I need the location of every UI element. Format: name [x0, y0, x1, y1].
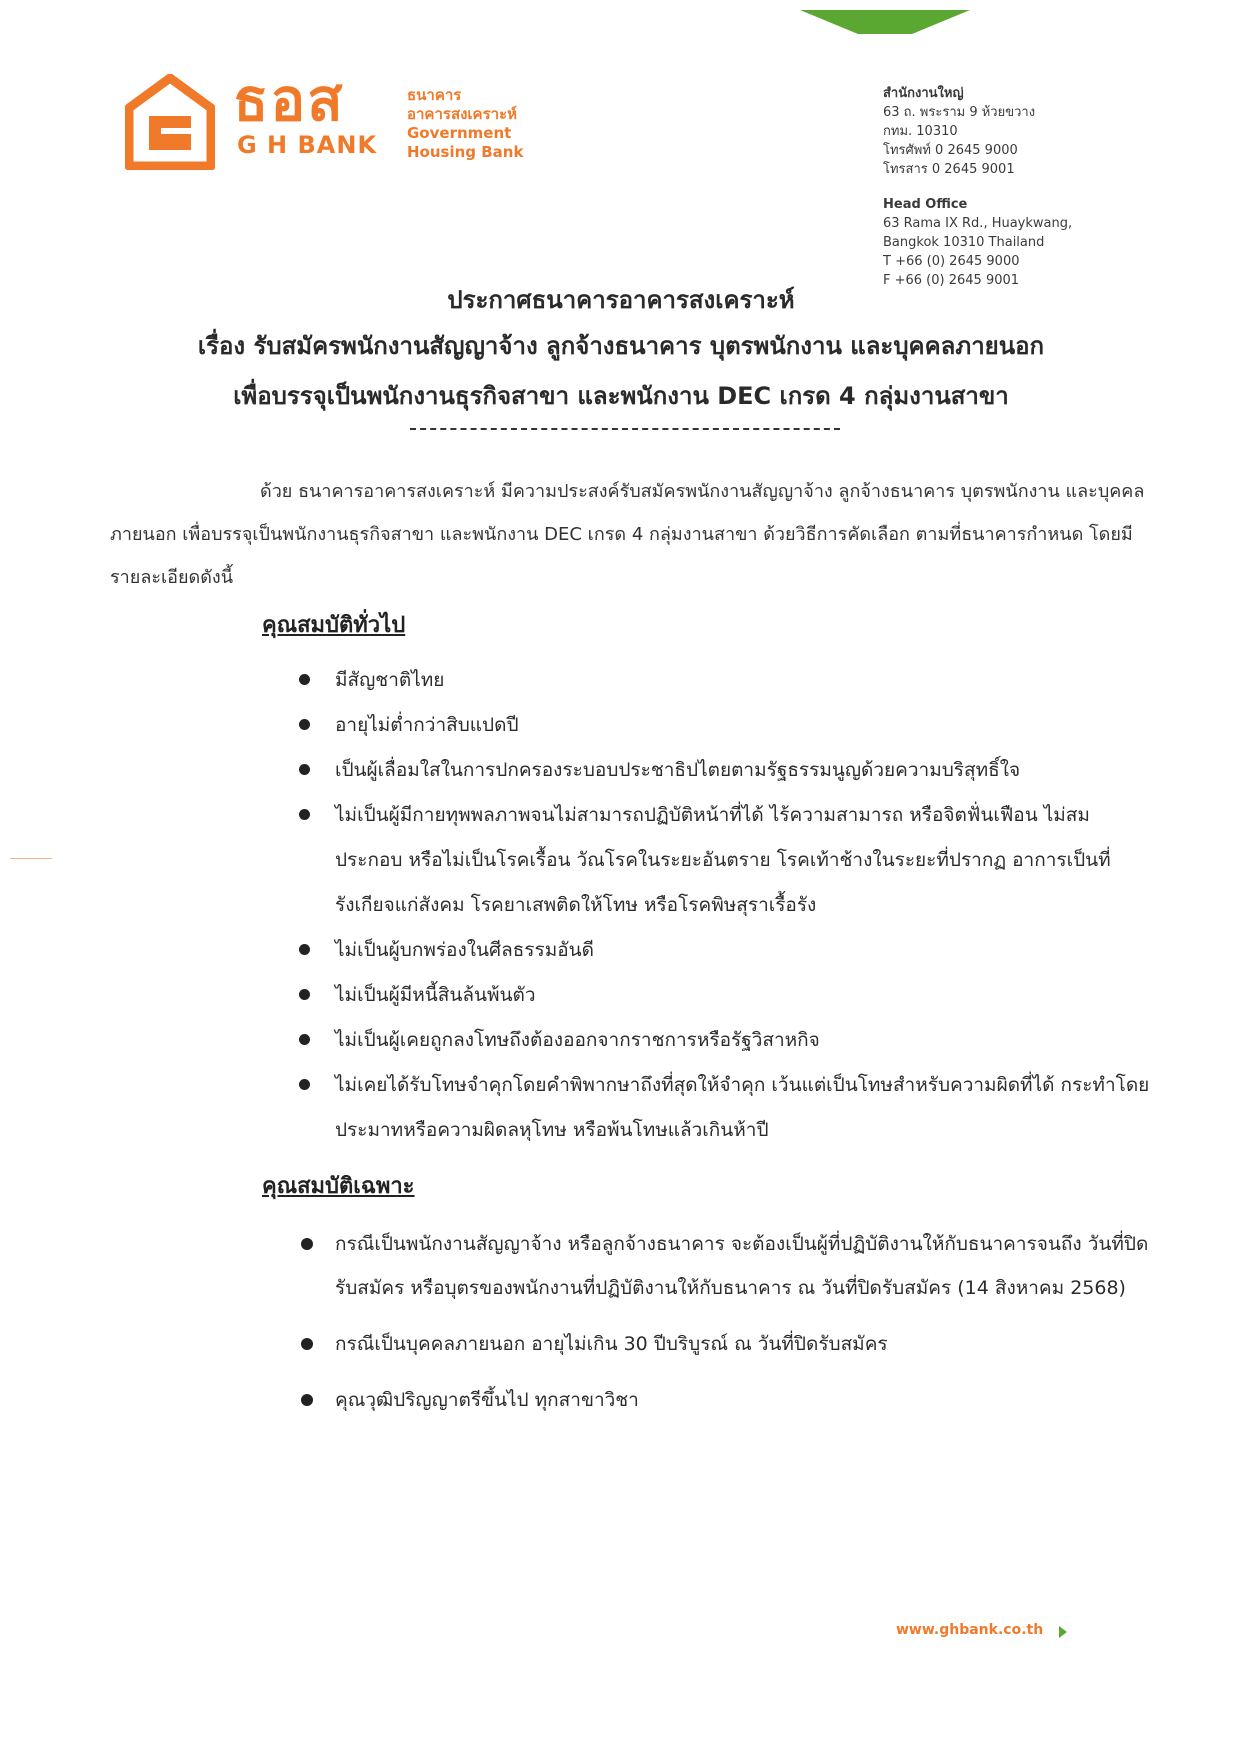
list-item	[335, 928, 1155, 973]
list-item	[335, 1322, 1155, 1366]
general-qualifications-list	[335, 658, 1155, 1153]
dashed-separator	[410, 428, 840, 430]
list-item-text: คุณวุฒิปริญญาตรีขึ้นไป ทุกสาขาวิชา	[335, 1389, 639, 1411]
list-item	[335, 1378, 1155, 1422]
logo-thai-text: ธอส	[233, 66, 345, 134]
list-item-text: อายุไม่ต่ำกว่าสิบแปดปี	[335, 714, 519, 736]
logo-english-text: G H BANK	[237, 131, 378, 159]
list-item	[335, 703, 1155, 748]
bullet-icon	[301, 1338, 313, 1350]
announcement-subject-line2: เพื่อบรรจุเป็นพนักงานธุรกิจสาขา และพนักงาน DEC เกรด 4 กลุ่มงานสาขา	[233, 382, 1009, 410]
list-item	[335, 748, 1155, 793]
specific-qualifications-heading: คุณสมบัติเฉพาะ	[262, 1174, 415, 1199]
bullet-icon	[299, 989, 310, 1000]
bank-name-block	[407, 86, 523, 162]
bank-name-line: อาคารสงเคราะห์	[407, 105, 518, 123]
office-address	[883, 84, 1072, 290]
bullet-icon	[299, 944, 310, 955]
office-thai-line: 63 ถ. พระราม 9 ห้วยขวาง	[883, 105, 1036, 120]
list-item	[335, 1063, 1155, 1153]
bullet-icon	[299, 764, 310, 775]
bullet-icon	[299, 674, 310, 685]
list-item	[335, 973, 1155, 1018]
announcement-subject-line1: เรื่อง รับสมัครพนักงานสัญญาจ้าง ลูกจ้างธนาคาร บุตรพนักงาน และบุคคลภายนอก	[197, 332, 1045, 360]
intro-paragraph: ด้วย ธนาคารอาคารสงเคราะห์ มีความประสงค์รับสมัครพนักงานสัญญาจ้าง ลูกจ้างธนาคาร บุตรพนักงาน และบุคคลภายนอก เพื่อบรรจุเป็นพนักงานธุรกิจสาขา และพนักงาน DEC เกรด 4 กลุ่มงานสาขา ด้วยวิธีการคัดเลือก ตามที่ธนาคารกำหนด โดยมีรายละเอียดดังนี้	[110, 481, 1145, 588]
bullet-icon	[301, 1238, 313, 1250]
office-english-line: F +66 (0) 2645 9001	[883, 273, 1020, 288]
announcement-title: ประกาศธนาคารอาคารสงเคราะห์	[447, 286, 795, 314]
bank-name-line: Housing Bank	[407, 143, 524, 161]
bullet-icon	[299, 1079, 310, 1090]
office-english-line: 63 Rama IX Rd., Huaykwang,	[883, 216, 1073, 231]
office-english-title: Head Office	[883, 197, 968, 212]
office-english-line: T +66 (0) 2645 9000	[883, 254, 1020, 269]
list-item-text: ไม่เป็นผู้เคยถูกลงโทษถึงต้องออกจากราชการหรือรัฐวิสาหกิจ	[335, 1029, 820, 1051]
office-thai-title: สำนักงานใหญ่	[883, 86, 964, 101]
general-qualifications-heading: คุณสมบัติทั่วไป	[262, 613, 406, 638]
list-item-text: มีสัญชาติไทย	[335, 669, 445, 691]
bullet-icon	[301, 1394, 313, 1406]
bullet-icon	[299, 719, 310, 730]
list-item	[335, 1018, 1155, 1063]
margin-mark	[10, 858, 52, 859]
list-item	[335, 793, 1155, 928]
house-logo-icon	[125, 74, 215, 170]
list-item-text: ไม่เป็นผู้มีกายทุพพลภาพจนไม่สามารถปฏิบัติหน้าที่ได้ ไร้ความสามารถ หรือจิตฟั่นเฟือน ไม่สมประกอบ หรือไม่เป็นโรคเรื้อน วัณโรคในระยะอันตราย โรคเท้าช้างในระยะที่ปรากฏ อาการเป็นที่รังเกียจแก่สังคม โรคยาเสพติดให้โทษ หรือโรคพิษสุราเรื้อรัง	[335, 804, 1111, 916]
list-item-text: กรณีเป็นพนักงานสัญญาจ้าง หรือลูกจ้างธนาคาร จะต้องเป็นผู้ที่ปฏิบัติงานให้กับธนาคารจนถึง วันที่ปิดรับสมัคร หรือบุตรของพนักงานที่ปฏิบัติงานให้กับธนาคาร ณ วันที่ปิดรับสมัคร (14 สิงหาคม 2568)	[335, 1233, 1149, 1299]
office-thai-line: กทม. 10310	[883, 124, 958, 139]
list-item-text: กรณีเป็นบุคคลภายนอก อายุไม่เกิน 30 ปีบริบูรณ์ ณ วันที่ปิดรับสมัคร	[335, 1333, 888, 1355]
bullet-icon	[299, 809, 310, 820]
list-item-text: ไม่เป็นผู้มีหนี้สินล้นพ้นตัว	[335, 984, 536, 1006]
green-header-tab	[800, 10, 970, 34]
website-link[interactable]: www.ghbank.co.th	[896, 1622, 1044, 1638]
ghbank-logo	[125, 66, 565, 174]
bank-name-line: Government	[407, 124, 512, 142]
office-thai-line: โทรศัพท์ 0 2645 9000	[883, 143, 1018, 158]
list-item-text: ไม่เคยได้รับโทษจำคุกโดยคำพิพากษาถึงที่สุดให้จำคุก เว้นแต่เป็นโทษสำหรับความผิดที่ได้ กระทำโดยประมาทหรือความผิดลหุโทษ หรือพ้นโทษแล้วเกินห้าปี	[335, 1074, 1150, 1141]
list-item	[335, 1222, 1155, 1310]
specific-qualifications-list	[335, 1222, 1155, 1434]
list-item-text: เป็นผู้เลื่อมใสในการปกครองระบอบประชาธิปไตยตามรัฐธรรมนูญด้วยความบริสุทธิ์ใจ	[335, 759, 1021, 781]
list-item	[335, 658, 1155, 703]
office-english-line: Bangkok 10310 Thailand	[883, 235, 1045, 250]
arrow-right-icon	[1058, 1625, 1068, 1639]
bank-name-line: ธนาคาร	[407, 86, 462, 104]
office-thai-line: โทรสาร 0 2645 9001	[883, 162, 1015, 177]
list-item-text: ไม่เป็นผู้บกพร่องในศีลธรรมอันดี	[335, 939, 594, 961]
bullet-icon	[299, 1034, 310, 1045]
